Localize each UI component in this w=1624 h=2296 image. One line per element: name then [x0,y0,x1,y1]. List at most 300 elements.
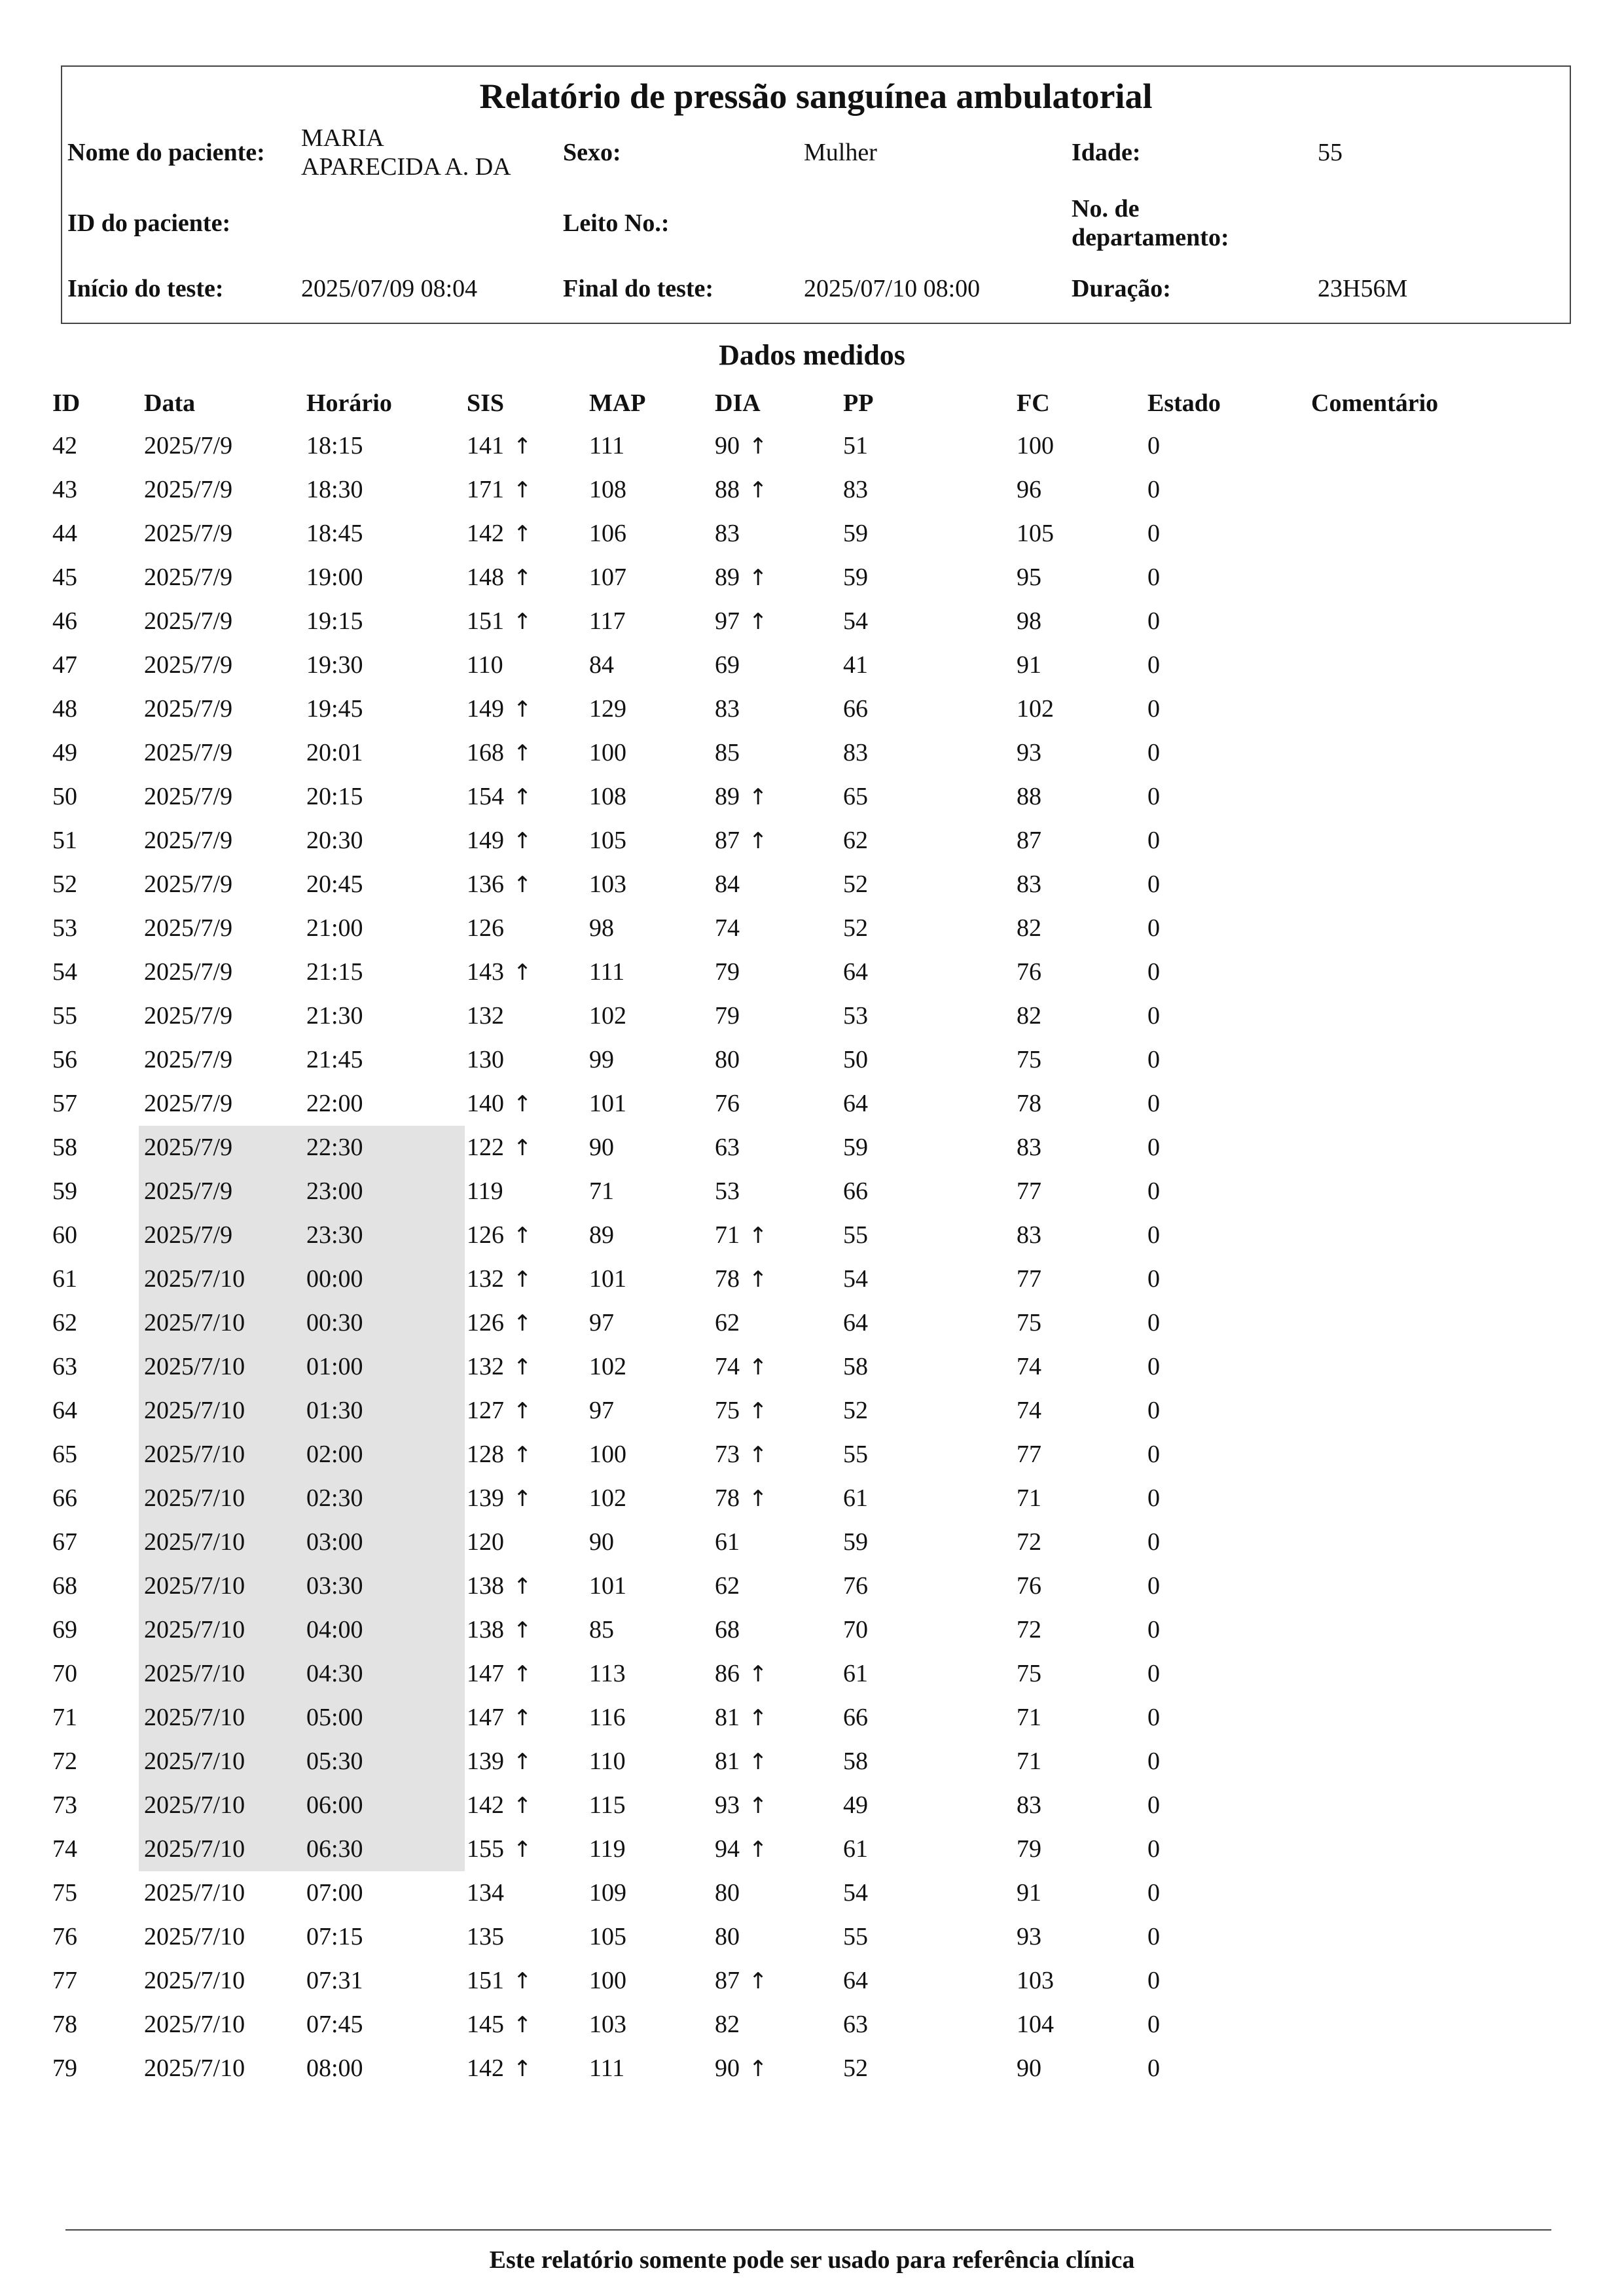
cell-id [52,1827,77,1871]
cell-fc [1017,2003,1054,2047]
high-value-arrow-icon: ↑ [513,433,532,459]
report-title: Relatório de pressão sanguínea ambulatorial [479,77,1153,116]
cell-id-value: 51 [52,827,77,854]
cell-map [589,1038,614,1082]
cell-sys-value: 139 [467,1484,504,1512]
cell-state-value: 0 [1147,1660,1160,1687]
cell-fc-value: 88 [1017,783,1041,810]
cell-sys-value: 132 [467,1353,504,1380]
cell-date [144,600,232,643]
cell-fc [1017,1257,1041,1301]
cell-sys [467,1871,504,1915]
cell-fc [1017,1652,1041,1696]
high-value-arrow-icon: ↑ [749,828,768,854]
cell-id [52,2003,77,2047]
cell-fc [1017,1213,1041,1257]
cell-id-value: 68 [52,1572,77,1600]
table-row [0,994,1624,1038]
cell-date [144,775,232,819]
cell-map-value: 90 [589,1134,614,1161]
cell-map [589,556,626,600]
cell-fc [1017,775,1041,819]
cell-id-value: 53 [52,914,77,942]
cell-fc [1017,424,1054,468]
cell-date-value: 2025/7/9 [144,958,233,986]
cell-dia [715,2003,740,2047]
cell-state-value: 0 [1147,1090,1160,1117]
cell-state [1147,2047,1160,2090]
cell-map [589,687,626,731]
cell-dia [715,819,768,863]
cell-fc [1017,643,1041,687]
cell-dia-value: 94 [715,1835,740,1863]
department-label-line1: No. de [1072,195,1140,223]
cell-fc [1017,1433,1041,1477]
high-value-arrow-icon: ↑ [513,477,532,503]
cell-state [1147,1082,1160,1126]
cell-time [306,1652,363,1696]
cell-date [144,1389,245,1433]
cell-state-value: 0 [1147,520,1160,547]
age-value: 55 [1318,139,1343,166]
cell-map-value: 108 [589,783,626,810]
cell-id [52,1477,77,1520]
cell-state-value: 0 [1147,1923,1160,1950]
cell-pp-value: 64 [843,1090,868,1117]
cell-time [306,950,363,994]
cell-sys [467,687,532,731]
cell-id [52,1696,77,1740]
cell-time-value: 05:00 [306,1704,363,1731]
cell-map-value: 111 [589,2054,625,2082]
cell-map [589,1564,626,1608]
cell-dia-value: 75 [715,1397,740,1424]
cell-pp-value: 66 [843,1704,868,1731]
cell-time-value: 21:30 [306,1002,363,1030]
cell-dia-value: 85 [715,739,740,766]
high-value-arrow-icon: ↑ [749,1442,768,1468]
cell-pp-value: 53 [843,1002,868,1030]
cell-map-value: 117 [589,607,626,635]
cell-dia-value: 71 [715,1221,740,1249]
cell-fc-value: 91 [1017,651,1041,679]
cell-date [144,1784,245,1827]
cell-state [1147,1696,1160,1740]
cell-dia [715,863,740,906]
cell-date-value: 2025/7/10 [144,1967,245,1994]
cell-date-value: 2025/7/10 [144,1835,245,1863]
cell-dia-value: 78 [715,1484,740,1512]
high-value-arrow-icon: ↑ [513,740,532,766]
cell-fc [1017,512,1054,556]
test-start-value: 2025/07/09 08:04 [301,275,478,302]
cell-time [306,1959,363,2003]
column-header-pp: PP [843,389,874,417]
cell-id [52,1564,77,1608]
cell-state-value: 0 [1147,870,1160,898]
cell-id-value: 50 [52,783,77,810]
cell-pp-value: 64 [843,958,868,986]
cell-date-value: 2025/7/9 [144,1046,233,1073]
cell-dia-value: 73 [715,1441,740,1468]
cell-date-value: 2025/7/9 [144,1221,233,1249]
cell-sys [467,1170,503,1213]
cell-sys-value: 141 [467,432,504,459]
cell-fc-value: 76 [1017,1572,1041,1600]
cell-state [1147,424,1160,468]
cell-dia-value: 90 [715,2054,740,2082]
cell-fc [1017,1520,1041,1564]
cell-dia-value: 62 [715,1309,740,1336]
cell-date [144,468,232,512]
cell-sys-value: 147 [467,1660,504,1687]
cell-pp [843,1301,868,1345]
cell-sys [467,1740,532,1784]
cell-state [1147,1301,1160,1345]
cell-map [589,1871,626,1915]
cell-fc [1017,468,1041,512]
cell-dia-value: 53 [715,1177,740,1205]
cell-date-value: 2025/7/9 [144,564,233,591]
cell-sys [467,1126,532,1170]
cell-id-value: 75 [52,1879,77,1907]
cell-pp [843,1082,868,1126]
cell-state-value: 0 [1147,914,1160,942]
cell-id-value: 60 [52,1221,77,1249]
cell-id-value: 76 [52,1923,77,1950]
cell-pp [843,2003,868,2047]
cell-dia [715,1345,768,1389]
cell-dia [715,1915,740,1959]
cell-map-value: 105 [589,1923,626,1950]
cell-time [306,1696,363,1740]
cell-fc-value: 71 [1017,1748,1041,1775]
cell-map-value: 108 [589,476,626,503]
cell-sys-value: 127 [467,1397,504,1424]
cell-date-value: 2025/7/10 [144,1879,245,1907]
table-row [0,1126,1624,1170]
cell-date [144,687,232,731]
cell-time [306,1345,363,1389]
cell-fc [1017,950,1041,994]
table-row [0,1082,1624,1126]
cell-fc-value: 91 [1017,1879,1041,1907]
cell-fc [1017,1915,1041,1959]
cell-fc-value: 72 [1017,1528,1041,1556]
cell-date-value: 2025/7/10 [144,1660,245,1687]
cell-time-value: 07:15 [306,1923,363,1950]
cell-dia-value: 68 [715,1616,740,1643]
cell-fc [1017,1389,1041,1433]
cell-map [589,2003,626,2047]
cell-id [52,556,77,600]
cell-map [589,2047,624,2090]
high-value-arrow-icon: ↑ [513,784,532,810]
cell-date-value: 2025/7/10 [144,1572,245,1600]
cell-sys-value: 155 [467,1835,504,1863]
cell-time-value: 20:30 [306,827,363,854]
cell-map-value: 102 [589,1484,626,1512]
cell-pp-value: 52 [843,914,868,942]
cell-id [52,1170,77,1213]
cell-date [144,2047,245,2090]
high-value-arrow-icon: ↑ [749,1266,768,1293]
cell-date-value: 2025/7/10 [144,2054,245,2082]
cell-state-value: 0 [1147,783,1160,810]
cell-dia-value: 87 [715,1967,740,1994]
cell-map-value: 71 [589,1177,614,1205]
column-header-time: Horário [306,389,392,417]
cell-map [589,731,626,775]
cell-sys-value: 128 [467,1441,504,1468]
cell-time [306,2003,363,2047]
cell-state [1147,1652,1160,1696]
cell-pp-value: 58 [843,1353,868,1380]
high-value-arrow-icon: ↑ [749,1837,768,1863]
cell-state [1147,556,1160,600]
high-value-arrow-icon: ↑ [513,696,532,723]
cell-dia [715,906,740,950]
cell-state [1147,687,1160,731]
cell-id-value: 73 [52,1791,77,1819]
cell-pp [843,1389,868,1433]
cell-id-value: 72 [52,1748,77,1775]
high-value-arrow-icon: ↑ [513,1793,532,1819]
cell-sys-value: 149 [467,827,504,854]
cell-fc-value: 71 [1017,1484,1041,1512]
cell-dia [715,424,768,468]
cell-time-value: 19:15 [306,607,363,635]
table-row [0,1871,1624,1915]
cell-pp-value: 52 [843,1397,868,1424]
cell-time [306,1871,363,1915]
cell-state [1147,1871,1160,1915]
cell-map-value: 105 [589,827,626,854]
cell-id-value: 59 [52,1177,77,1205]
cell-time-value: 20:15 [306,783,363,810]
cell-state-value: 0 [1147,1528,1160,1556]
cell-date [144,1959,245,2003]
cell-date [144,1257,245,1301]
cell-fc [1017,1784,1041,1827]
cell-sys-value: 120 [467,1528,504,1556]
table-row [0,2047,1624,2090]
cell-fc [1017,1564,1041,1608]
cell-map [589,1433,626,1477]
cell-map [589,819,626,863]
cell-sys [467,950,532,994]
cell-dia [715,1170,740,1213]
cell-sys-value: 132 [467,1002,504,1030]
cell-state-value: 0 [1147,1704,1160,1731]
cell-fc-value: 93 [1017,739,1041,766]
cell-pp [843,1564,868,1608]
cell-map-value: 116 [589,1704,626,1731]
cell-map [589,1389,614,1433]
cell-map-value: 99 [589,1046,614,1073]
footer-note: Este relatório somente pode ser usado para referência clínica [489,2246,1135,2274]
cell-map [589,1345,626,1389]
cell-id [52,1652,77,1696]
cell-id [52,950,77,994]
cell-map-value: 102 [589,1002,626,1030]
table-row [0,424,1624,468]
cell-map-value: 97 [589,1397,614,1424]
cell-date [144,1082,232,1126]
cell-pp [843,994,868,1038]
cell-date [144,819,232,863]
cell-map [589,1082,626,1126]
cell-sys-value: 139 [467,1748,504,1775]
cell-id [52,1389,77,1433]
cell-state [1147,863,1160,906]
cell-id [52,1213,77,1257]
table-row [0,2003,1624,2047]
cell-date [144,1740,245,1784]
cell-date-value: 2025/7/9 [144,607,233,635]
cell-time [306,1257,363,1301]
test-end-value: 2025/07/10 08:00 [804,275,981,302]
cell-state [1147,1345,1160,1389]
cell-dia [715,468,768,512]
cell-state-value: 0 [1147,2054,1160,2082]
cell-fc-value: 77 [1017,1441,1041,1468]
cell-state-value: 0 [1147,2011,1160,2038]
cell-date [144,512,232,556]
cell-id [52,775,77,819]
cell-date [144,1608,245,1652]
cell-dia [715,1126,740,1170]
cell-sys [467,906,504,950]
cell-dia [715,512,740,556]
cell-state [1147,2003,1160,2047]
cell-pp-value: 61 [843,1484,868,1512]
cell-id [52,687,77,731]
cell-sys [467,731,532,775]
high-value-arrow-icon: ↑ [749,433,768,459]
cell-id-value: 52 [52,870,77,898]
cell-sys [467,863,532,906]
cell-sys-value: 110 [467,651,503,679]
cell-id [52,1520,77,1564]
cell-sys-value: 126 [467,914,504,942]
cell-date-value: 2025/7/9 [144,520,233,547]
table-row [0,1301,1624,1345]
high-value-arrow-icon: ↑ [513,521,532,547]
cell-dia [715,1301,740,1345]
cell-id-value: 61 [52,1265,77,1293]
table-row [0,1915,1624,1959]
cell-sys [467,1433,532,1477]
cell-pp-value: 52 [843,2054,868,2082]
column-header-comment: Comentário [1311,389,1439,417]
cell-time [306,819,363,863]
cell-pp [843,1915,868,1959]
cell-dia-value: 93 [715,1791,740,1819]
cell-pp [843,819,868,863]
table-row [0,1257,1624,1301]
cell-state-value: 0 [1147,1616,1160,1643]
cell-map-value: 100 [589,1967,626,1994]
cell-sys-value: 138 [467,1616,504,1643]
cell-fc-value: 82 [1017,1002,1041,1030]
cell-sys [467,1915,504,1959]
duration-label: Duração: [1072,275,1171,302]
cell-date [144,1915,245,1959]
cell-state-value: 0 [1147,1002,1160,1030]
column-header-fc: FC [1017,389,1050,417]
cell-sys [467,2047,532,2090]
cell-id [52,1433,77,1477]
cell-date-value: 2025/7/10 [144,1353,245,1380]
patient-name-value-line2: APARECIDA A. DA [301,153,511,181]
cell-state-value: 0 [1147,432,1160,459]
cell-fc [1017,600,1041,643]
cell-pp-value: 55 [843,1923,868,1950]
cell-id-value: 46 [52,607,77,635]
cell-id [52,1038,77,1082]
cell-date-value: 2025/7/9 [144,695,233,723]
cell-state [1147,775,1160,819]
age-label: Idade: [1072,139,1141,166]
cell-map-value: 110 [589,1748,626,1775]
cell-sys [467,1827,532,1871]
cell-date-value: 2025/7/9 [144,739,233,766]
high-value-arrow-icon: ↑ [513,1573,532,1600]
table-row [0,1477,1624,1520]
cell-fc [1017,1740,1041,1784]
cell-pp [843,1696,868,1740]
table-row [0,1389,1624,1433]
cell-state-value: 0 [1147,651,1160,679]
cell-sys-value: 147 [467,1704,504,1731]
cell-sys [467,1477,532,1520]
cell-state [1147,1389,1160,1433]
cell-date [144,863,232,906]
cell-id-value: 66 [52,1484,77,1512]
cell-pp-value: 61 [843,1835,868,1863]
cell-time-value: 18:45 [306,520,363,547]
cell-time-value: 06:00 [306,1791,363,1819]
cell-pp-value: 59 [843,520,868,547]
cell-id [52,424,77,468]
cell-time [306,1301,363,1345]
high-value-arrow-icon: ↑ [513,1442,532,1468]
cell-date-value: 2025/7/9 [144,651,233,679]
cell-sys-value: 154 [467,783,504,810]
cell-state [1147,1477,1160,1520]
cell-time [306,1038,363,1082]
cell-time [306,863,363,906]
cell-id-value: 64 [52,1397,77,1424]
cell-fc [1017,819,1041,863]
cell-sys [467,1301,532,1345]
cell-map [589,1740,626,1784]
cell-sys-value: 151 [467,607,504,635]
cell-pp-value: 54 [843,1879,868,1907]
cell-map [589,1520,614,1564]
cell-map-value: 97 [589,1309,614,1336]
cell-date-value: 2025/7/10 [144,1528,245,1556]
cell-time [306,1740,363,1784]
cell-state [1147,1827,1160,1871]
high-value-arrow-icon: ↑ [513,1223,532,1249]
cell-date [144,1126,232,1170]
high-value-arrow-icon: ↑ [749,1968,768,1994]
cell-id-value: 49 [52,739,77,766]
cell-id-value: 58 [52,1134,77,1161]
cell-sys [467,1564,532,1608]
